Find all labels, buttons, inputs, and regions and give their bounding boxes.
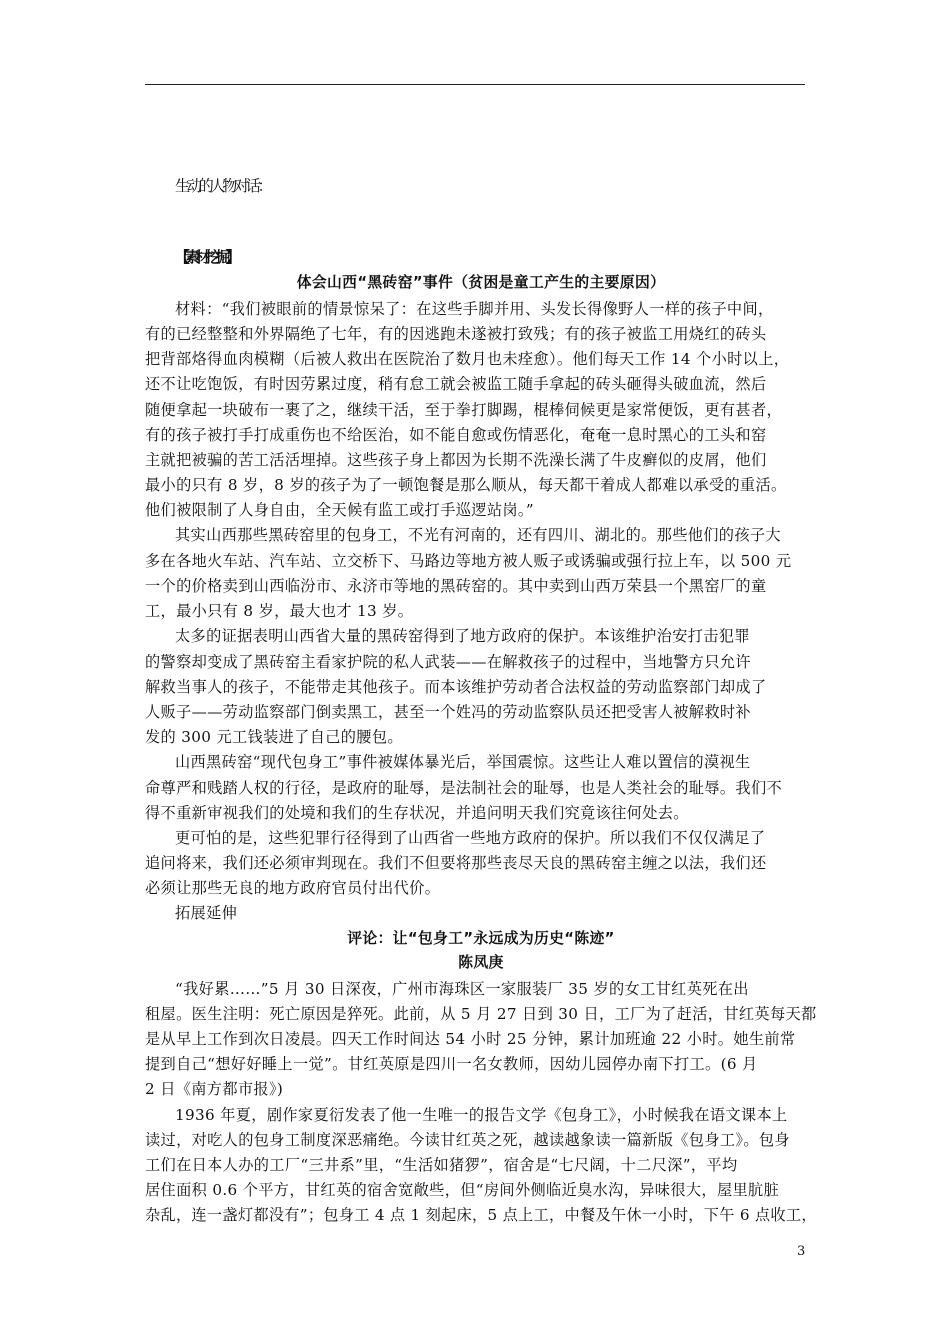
article2-line: 杂乱，连一盏灯都没有”；包身工 4 点 1 刻起床，5 点上工，中餐及午休一小时，下午 6 点收工， [145,1206,817,1224]
article2-line: 1936 年夏，剧作家夏衍发表了他一生唯一的报告文学《包身工》，小时候我在语文课本上 [175,1106,788,1124]
article1-line: 追问将来，我们还必须审判现在。我们不但要将那些丧尽天良的黑砖窑主缠之以法，我们还 [145,854,767,872]
article2-author: 陈凤庚 [458,954,504,971]
article1-line: 把背部烙得血肉模糊（后被人救出在医院治了数月也未痊愈）。他们每天工作 14 个小时以上， [145,350,790,368]
article2-title: 评论：让“包身工”永远成为历史“陈迹” [347,930,615,947]
article1-line: 发的 300 元工钱装进了自己的腰包。 [145,728,403,746]
article1-line: 最小的只有 8 岁，8 岁的孩子为了一顿饱餐是那么顺从，每天都干着成人都难以承受的重活。 [145,476,787,494]
article1-line: 得不重新审视我们的处境和我们的生存状况，并追问明天我们究竟该往何处去。 [145,804,689,822]
article1-line: 有的孩子被打手打成重伤也不给医治，如不能自愈或伤情恶化，奄奄一息时黑心的工头和窑 [145,426,767,444]
page-number: 3 [797,1244,806,1259]
article1-line: 拓展延伸 [175,904,238,922]
article1-line: 太多的证据表明山西省大量的黑砖窑得到了地方政府的保护。本该维护治安打击犯罪 [175,627,750,645]
header-rule [145,84,805,85]
article1-line: 解救当事人的孩子，不能带走其他孩子。而本该维护劳动者合法权益的劳动监察部门却成了 [145,678,767,696]
article2-line: 提到自己“想好好睡上一觉”。甘红英原是四川一名女教师，因幼儿园停办南下打工。(6 月 [145,1055,758,1073]
article1-line: 更可怕的是，这些犯罪行径得到了山西省一些地方政府的保护。所以我们不仅仅满足了 [175,829,766,847]
article2-line: 工们在日本人办的工厂“三井系”里，“生活如猪猡”，宿舍是“七尺阔，十二尺深”，平均 [145,1156,738,1174]
article2-line: 居住面积 0.6 个平方，甘红英的宿舍宽敞些，但“房间外侧临近臭水沟，异味很大，屋里肮脏 [145,1181,780,1199]
article2-line: “我好累……”5 月 30 日深夜，广州市海珠区一家服装厂 35 岁的女工甘红英死在出 [175,980,749,998]
article1-line: 一个的价格卖到山西临汾市、永济市等地的黑砖窑的。其中卖到山西万荣县一个黑窑厂的童 [145,577,767,595]
article1-line: 他们被限制了人身自由，全天候有监工或打手巡逻站岗。” [145,501,534,519]
article1-line: 主就把被骗的苦工活活埋掉。这些孩子身上都因为长期不洗澡长满了牛皮癣似的皮屑，他们 [145,451,767,469]
article1-line: 山西黑砖窑“现代包身工”事件被媒体暴光后，举国震惊。这些让人难以置信的漠视生 [175,753,751,771]
article1-line: 还不让吃饱饭，有时因劳累过度，稍有怠工就会被监工随手拿起的砖头砸得头破血流，然后 [145,375,767,393]
article2-line: 是从早上工作到次日凌晨。四天工作时间达 54 小时 25 分钟，累计加班逾 22 小时。她生前常 [145,1030,796,1048]
section-label: 【素材挖掘】 [175,249,236,266]
article1-line: 其实山西那些黑砖窑里的包身工，不光有河南的，还有四川、湖北的。那些他们的孩子大 [175,526,781,544]
article1-line: 必须让那些无良的地方政府官员付出代价。 [145,879,441,897]
article1-line: 命尊严和贱踏人权的行径，是政府的耻辱，是法制社会的耻辱，也是人类社会的耻辱。我们不 [145,779,783,797]
article1-line: 的警察却变成了黑砖窑主看家护院的私人武装——在解救孩子的过程中，当地警方只允许 [145,653,751,671]
article1-line: 随便拿起一块破布一裹了之，继续干活，至于拳打脚踢，棍棒伺候更是家常便饭，更有甚者， [145,401,783,419]
article1-title: 体会山西“黑砖窑”事件（贫困是童工产生的主要原因） [296,274,666,291]
article1-line: 多在各地火车站、汽车站、立交桥下、马路边等地方被人贩子或诱骗或强行拉上车，以 500 元 [145,552,792,570]
dialogue-heading: 生动的人物对话： [175,177,270,195]
article1-line: 材料：“我们被眼前的情景惊呆了：在这些手脚并用、头发长得像野人一样的孩子中间， [175,300,774,318]
article2-line: 租屋。医生注明：死亡原因是猝死。此前，从 5 月 27 日到 30 日，工厂为了赶活，甘红英每天都 [145,1005,817,1023]
article2-line: 读过，对吃人的包身工制度深恶痛绝。今读甘红英之死，越读越象读一篇新版《包身工》。包身 [145,1131,790,1149]
article1-line: 有的已经整整和外界隔绝了七年，有的因逃跑未遂被打致残；有的孩子被监工用烧红的砖头 [145,325,767,343]
article2-line: 2 日《南方都市报》) [145,1080,284,1098]
article1-line: 工，最小只有 8 岁，最大也才 13 岁。 [145,602,414,620]
article1-line: 人贩子——劳动监察部门倒卖黑工，甚至一个姓冯的劳动监察队员还把受害人被解救时补 [145,703,751,721]
